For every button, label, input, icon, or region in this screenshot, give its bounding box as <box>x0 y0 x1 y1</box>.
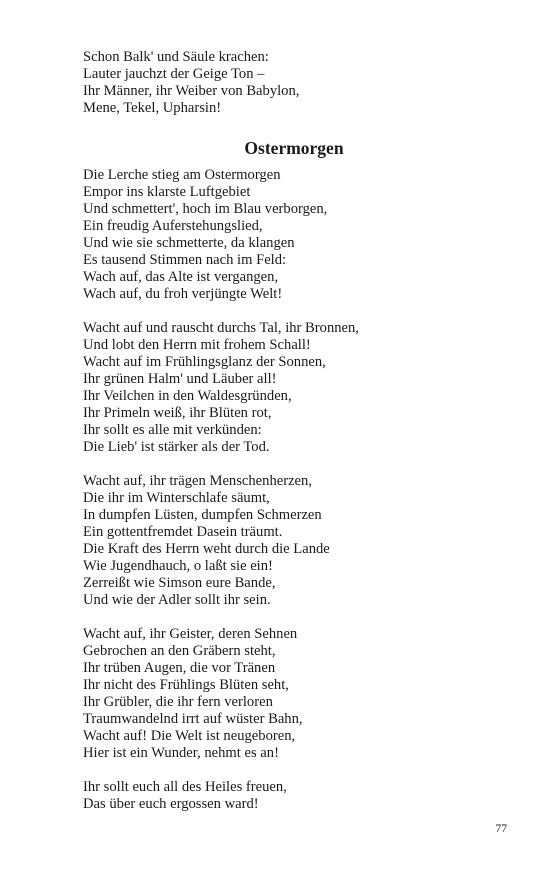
verse-line: In dumpfen Lüsten, dumpfen Schmerzen <box>83 507 322 523</box>
verse-line: Ihr Primeln weiß, ihr Blüten rot, <box>83 405 272 421</box>
verse-line: Wacht auf, ihr trägen Menschenherzen, <box>83 473 312 489</box>
verse-line: Ihr sollt es alle mit verkünden: <box>83 422 262 438</box>
poem-title: Ostermorgen <box>244 138 344 158</box>
verse-line: Gebrochen an den Gräbern steht, <box>83 643 276 659</box>
stanza-divider <box>83 456 483 473</box>
verse-line: Ihr Grübler, die ihr fern verloren <box>83 694 273 710</box>
previous-poem-ending <box>83 49 483 117</box>
verse-line: Ihr Männer, ihr Weiber von Babylon, <box>83 83 300 99</box>
verse-line: Wach auf, das Alte ist vergangen, <box>83 269 279 285</box>
verse-line: Ihr sollt euch all des Heiles freuen, <box>83 779 287 795</box>
verse-line: Ein freudig Auferstehungslied, <box>83 218 263 234</box>
verse-line: Wach auf, du froh verjüngte Welt! <box>83 286 283 302</box>
verse-line: Und wie der Adler sollt ihr sein. <box>83 592 271 608</box>
verse-line: Ihr grünen Halm' und Läuber all! <box>83 371 277 387</box>
stanza-divider <box>83 762 483 779</box>
verse-line: Zerreißt wie Simson eure Bande, <box>83 575 276 591</box>
stanza <box>83 626 483 762</box>
verse-line: Und lobt den Herrn mit frohem Schall! <box>83 337 311 353</box>
verse-line: Ihr Veilchen in den Waldesgründen, <box>83 388 292 404</box>
stanza <box>83 473 483 609</box>
verse-line: Traumwandelnd irrt auf wüster Bahn, <box>83 711 303 727</box>
verse-line: Ihr trüben Augen, die vor Tränen <box>83 660 276 676</box>
verse-line: Ein gottentfremdet Dasein träumt. <box>83 524 283 540</box>
verse-line: Lauter jauchzt der Geige Ton – <box>83 66 265 82</box>
stanza-divider <box>83 609 483 626</box>
verse-line: Die ihr im Winterschlafe säumt, <box>83 490 270 506</box>
verse-line: Wie Jugendhauch, o laßt sie ein! <box>83 558 273 574</box>
verse-line: Hier ist ein Wunder, nehmt es an! <box>83 745 279 761</box>
verse-line: Schon Balk' und Säule krachen: <box>83 49 269 65</box>
verse-line: Mene, Tekel, Upharsin! <box>83 100 222 116</box>
stanza <box>83 320 483 456</box>
verse-line: Empor ins klarste Luftgebiet <box>83 184 251 200</box>
stanza <box>83 779 483 813</box>
text-column <box>83 49 483 813</box>
verse-line: Wacht auf, ihr Geister, deren Sehnen <box>83 626 298 642</box>
verse-line: Und schmettert', hoch im Blau verborgen, <box>83 201 328 217</box>
verse-line: Wacht auf im Frühlingsglanz der Sonnen, <box>83 354 326 370</box>
verse-line: Und wie sie schmetterte, da klangen <box>83 235 295 251</box>
verse-line: Wacht auf! Die Welt ist neugeboren, <box>83 728 296 744</box>
page-number: 77 <box>495 823 507 835</box>
verse-line: Die Kraft des Herrn weht durch die Lande <box>83 541 330 557</box>
verse-line: Die Lerche stieg am Ostermorgen <box>83 167 281 183</box>
verse-line: Es tausend Stimmen nach im Feld: <box>83 252 287 268</box>
verse-line: Das über euch ergossen ward! <box>83 796 259 812</box>
verse-line: Ihr nicht des Frühlings Blüten seht, <box>83 677 289 693</box>
verse-line: Wacht auf und rauscht durchs Tal, ihr Bronnen, <box>83 320 359 336</box>
stanza-divider <box>83 303 483 320</box>
verse-line: Die Lieb' ist stärker als der Tod. <box>83 439 270 455</box>
stanza <box>83 167 483 303</box>
